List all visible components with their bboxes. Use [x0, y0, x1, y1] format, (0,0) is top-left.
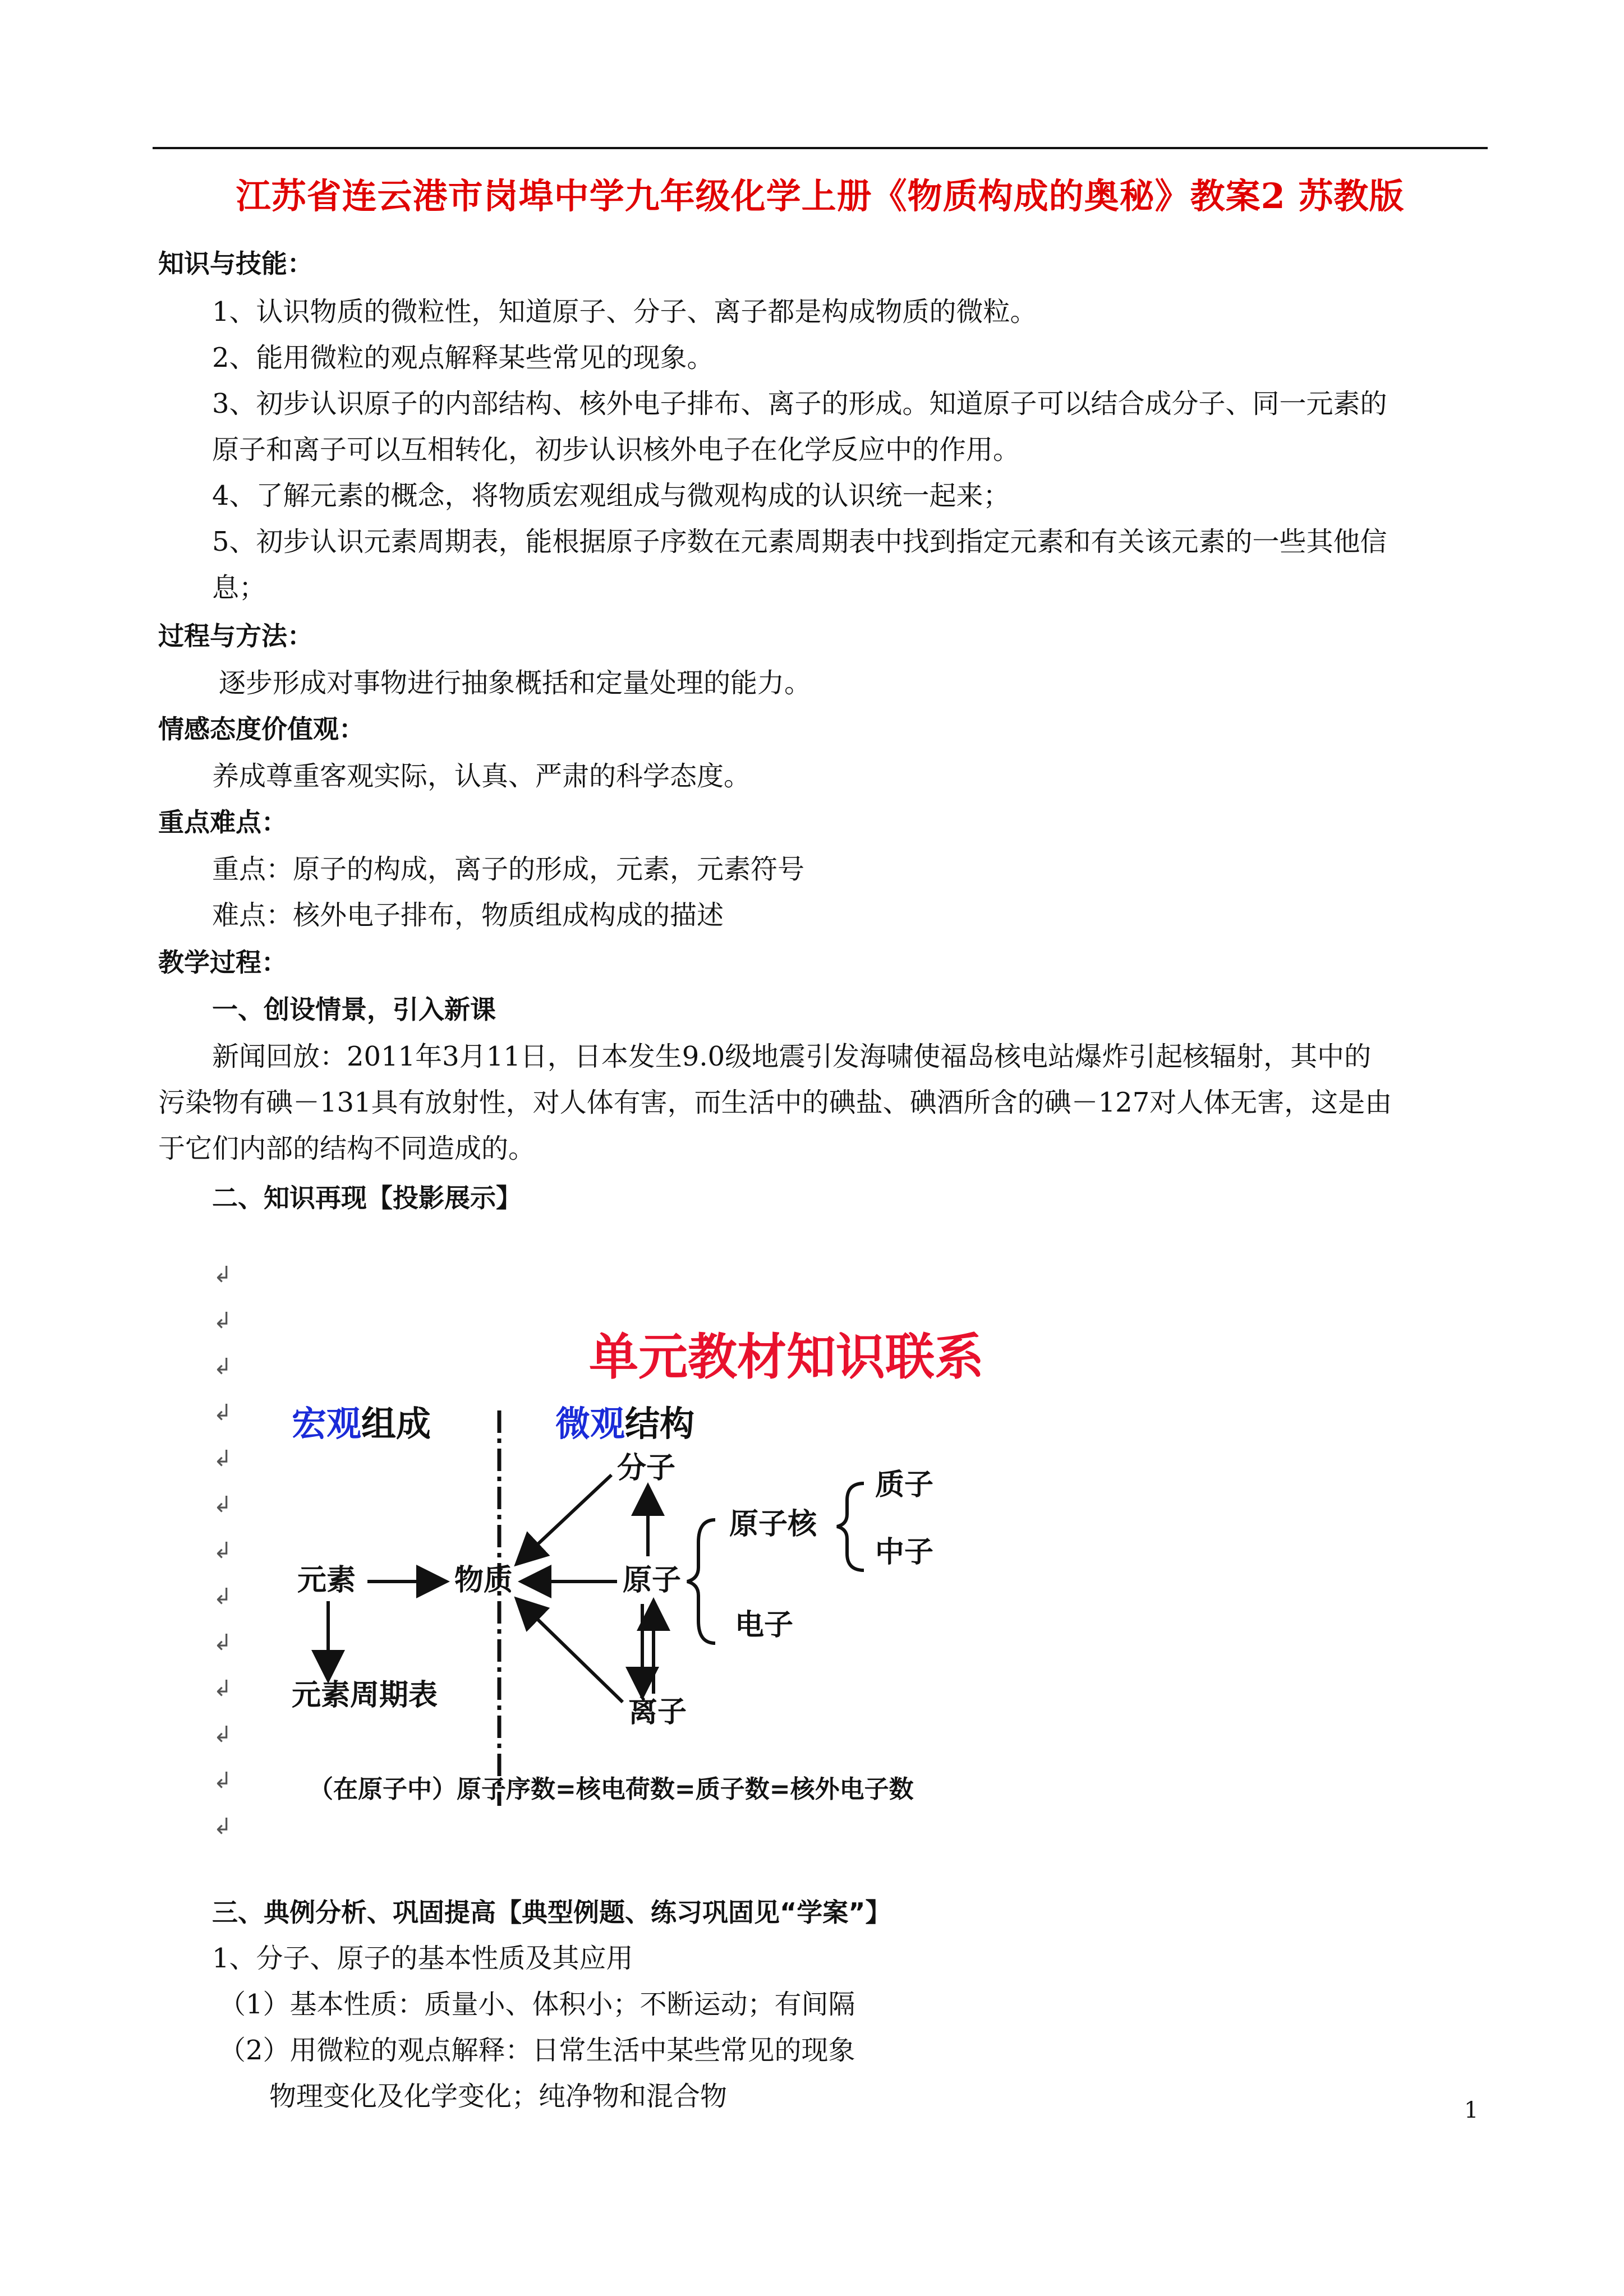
node-element: 元素: [297, 1564, 356, 1597]
paragraph-mark: ↲: [213, 1768, 232, 1794]
node-electron: 电子: [735, 1608, 794, 1642]
step1-line-1: 新闻回放：2011年3月11日，日本发生9.0级地震引发海啸使福岛核电站爆炸引起核辐射，其中的: [212, 1041, 1372, 1072]
diagram-title: 单元教材知识联系: [589, 1328, 984, 1386]
knowledge-item-1: 1、认识物质的微粒性，知道原子、分子、离子都是构成物质的微粒。: [212, 296, 1037, 328]
node-ion: 离子: [628, 1695, 687, 1729]
node-substance: 物质: [454, 1564, 513, 1597]
step3-line-4: 物理变化及化学变化；纯净物和混合物: [269, 2081, 728, 2112]
node-periodic-table: 元素周期表: [292, 1679, 438, 1712]
step1-heading: 一、创设情景，引入新课: [212, 994, 496, 1025]
document-title: 江苏省连云港市岗埠中学九年级化学上册《物质构成的奥秘》教案2 苏教版: [236, 176, 1405, 216]
knowledge-item-3-cont: 原子和离子可以互相转化，初步认识核外电子在化学反应中的作用。: [212, 434, 1020, 465]
step1-line-3: 于它们内部的结构不同造成的。: [158, 1133, 536, 1164]
step3-line-1: 1、分子、原子的基本性质及其应用: [212, 1943, 633, 1974]
page-number: 1: [1464, 2097, 1479, 2123]
diagram-formula: （在原子中）原子序数=核电荷数=质子数=核外电子数: [309, 1775, 914, 1804]
paragraph-mark: ↲: [213, 1722, 232, 1748]
section-heading-values: 情感态度价值观：: [158, 714, 365, 744]
keypoint-text: 重点：原子的构成，离子的形成，元素，元素符号: [212, 854, 805, 885]
node-molecule: 分子: [617, 1451, 676, 1485]
step3-line-3: （2）用微粒的观点解释：日常生活中某些常见的现象: [219, 2035, 855, 2066]
knowledge-item-2: 2、能用微粒的观点解释某些常见的现象。: [212, 342, 714, 374]
paragraph-mark: ↲: [213, 1584, 232, 1610]
node-nucleus: 原子核: [729, 1507, 817, 1541]
micro-label: 微观结构: [555, 1403, 695, 1444]
section-heading-teaching: 教学过程：: [158, 947, 287, 978]
knowledge-diagram: [264, 1284, 1077, 1834]
step3-heading: 三、典例分析、巩固提高【典型例题、练习巩固见“学案”】: [212, 1897, 891, 1928]
paragraph-mark: ↲: [213, 1814, 232, 1839]
paragraph-mark: ↲: [213, 1400, 232, 1426]
paragraph-mark: ↲: [213, 1538, 232, 1564]
paragraph-mark: ↲: [213, 1262, 232, 1288]
section-heading-process: 过程与方法：: [158, 621, 313, 651]
macro-label: 宏观组成: [292, 1403, 431, 1444]
paragraph-mark: ↲: [213, 1308, 232, 1334]
node-atom: 原子: [623, 1564, 682, 1597]
paragraph-mark: ↲: [213, 1446, 232, 1472]
node-proton: 质子: [875, 1468, 934, 1502]
paragraph-mark: ↲: [213, 1676, 232, 1702]
step2-heading: 二、知识再现【投影展示】: [212, 1183, 522, 1213]
process-text: 逐步形成对事物进行抽象概括和定量处理的能力。: [219, 667, 812, 699]
step1-line-2: 污染物有碘－131具有放射性，对人体有害，而生活中的碘盐、碘酒所含的碘－127对人体无害，这是由: [158, 1087, 1392, 1118]
difficulty-text: 难点：核外电子排布，物质组成构成的描述: [212, 900, 724, 931]
section-heading-knowledge: 知识与技能：: [158, 248, 313, 279]
paragraph-mark: ↲: [213, 1492, 232, 1518]
knowledge-item-5: 5、初步认识元素周期表，能根据原子序数在元素周期表中找到指定元素和有关该元素的一些其他信: [212, 526, 1387, 557]
step3-line-2: （1）基本性质：质量小、体积小；不断运动；有间隔: [219, 1989, 855, 2020]
knowledge-item-5-cont: 息；: [212, 572, 266, 603]
knowledge-item-4: 4、了解元素的概念，将物质宏观组成与微观构成的认识统一起来；: [212, 480, 1010, 511]
knowledge-item-3: 3、初步认识原子的内部结构、核外电子排布、离子的形成。知道原子可以结合成分子、同一元素的: [212, 388, 1387, 419]
section-heading-keypoints: 重点难点：: [158, 807, 287, 837]
header-rule: [153, 147, 1488, 149]
paragraph-mark: ↲: [213, 1630, 232, 1656]
paragraph-mark: ↲: [213, 1354, 232, 1380]
node-neutron: 中子: [875, 1536, 934, 1569]
values-text: 养成尊重客观实际，认真、严肃的科学态度。: [212, 760, 751, 792]
